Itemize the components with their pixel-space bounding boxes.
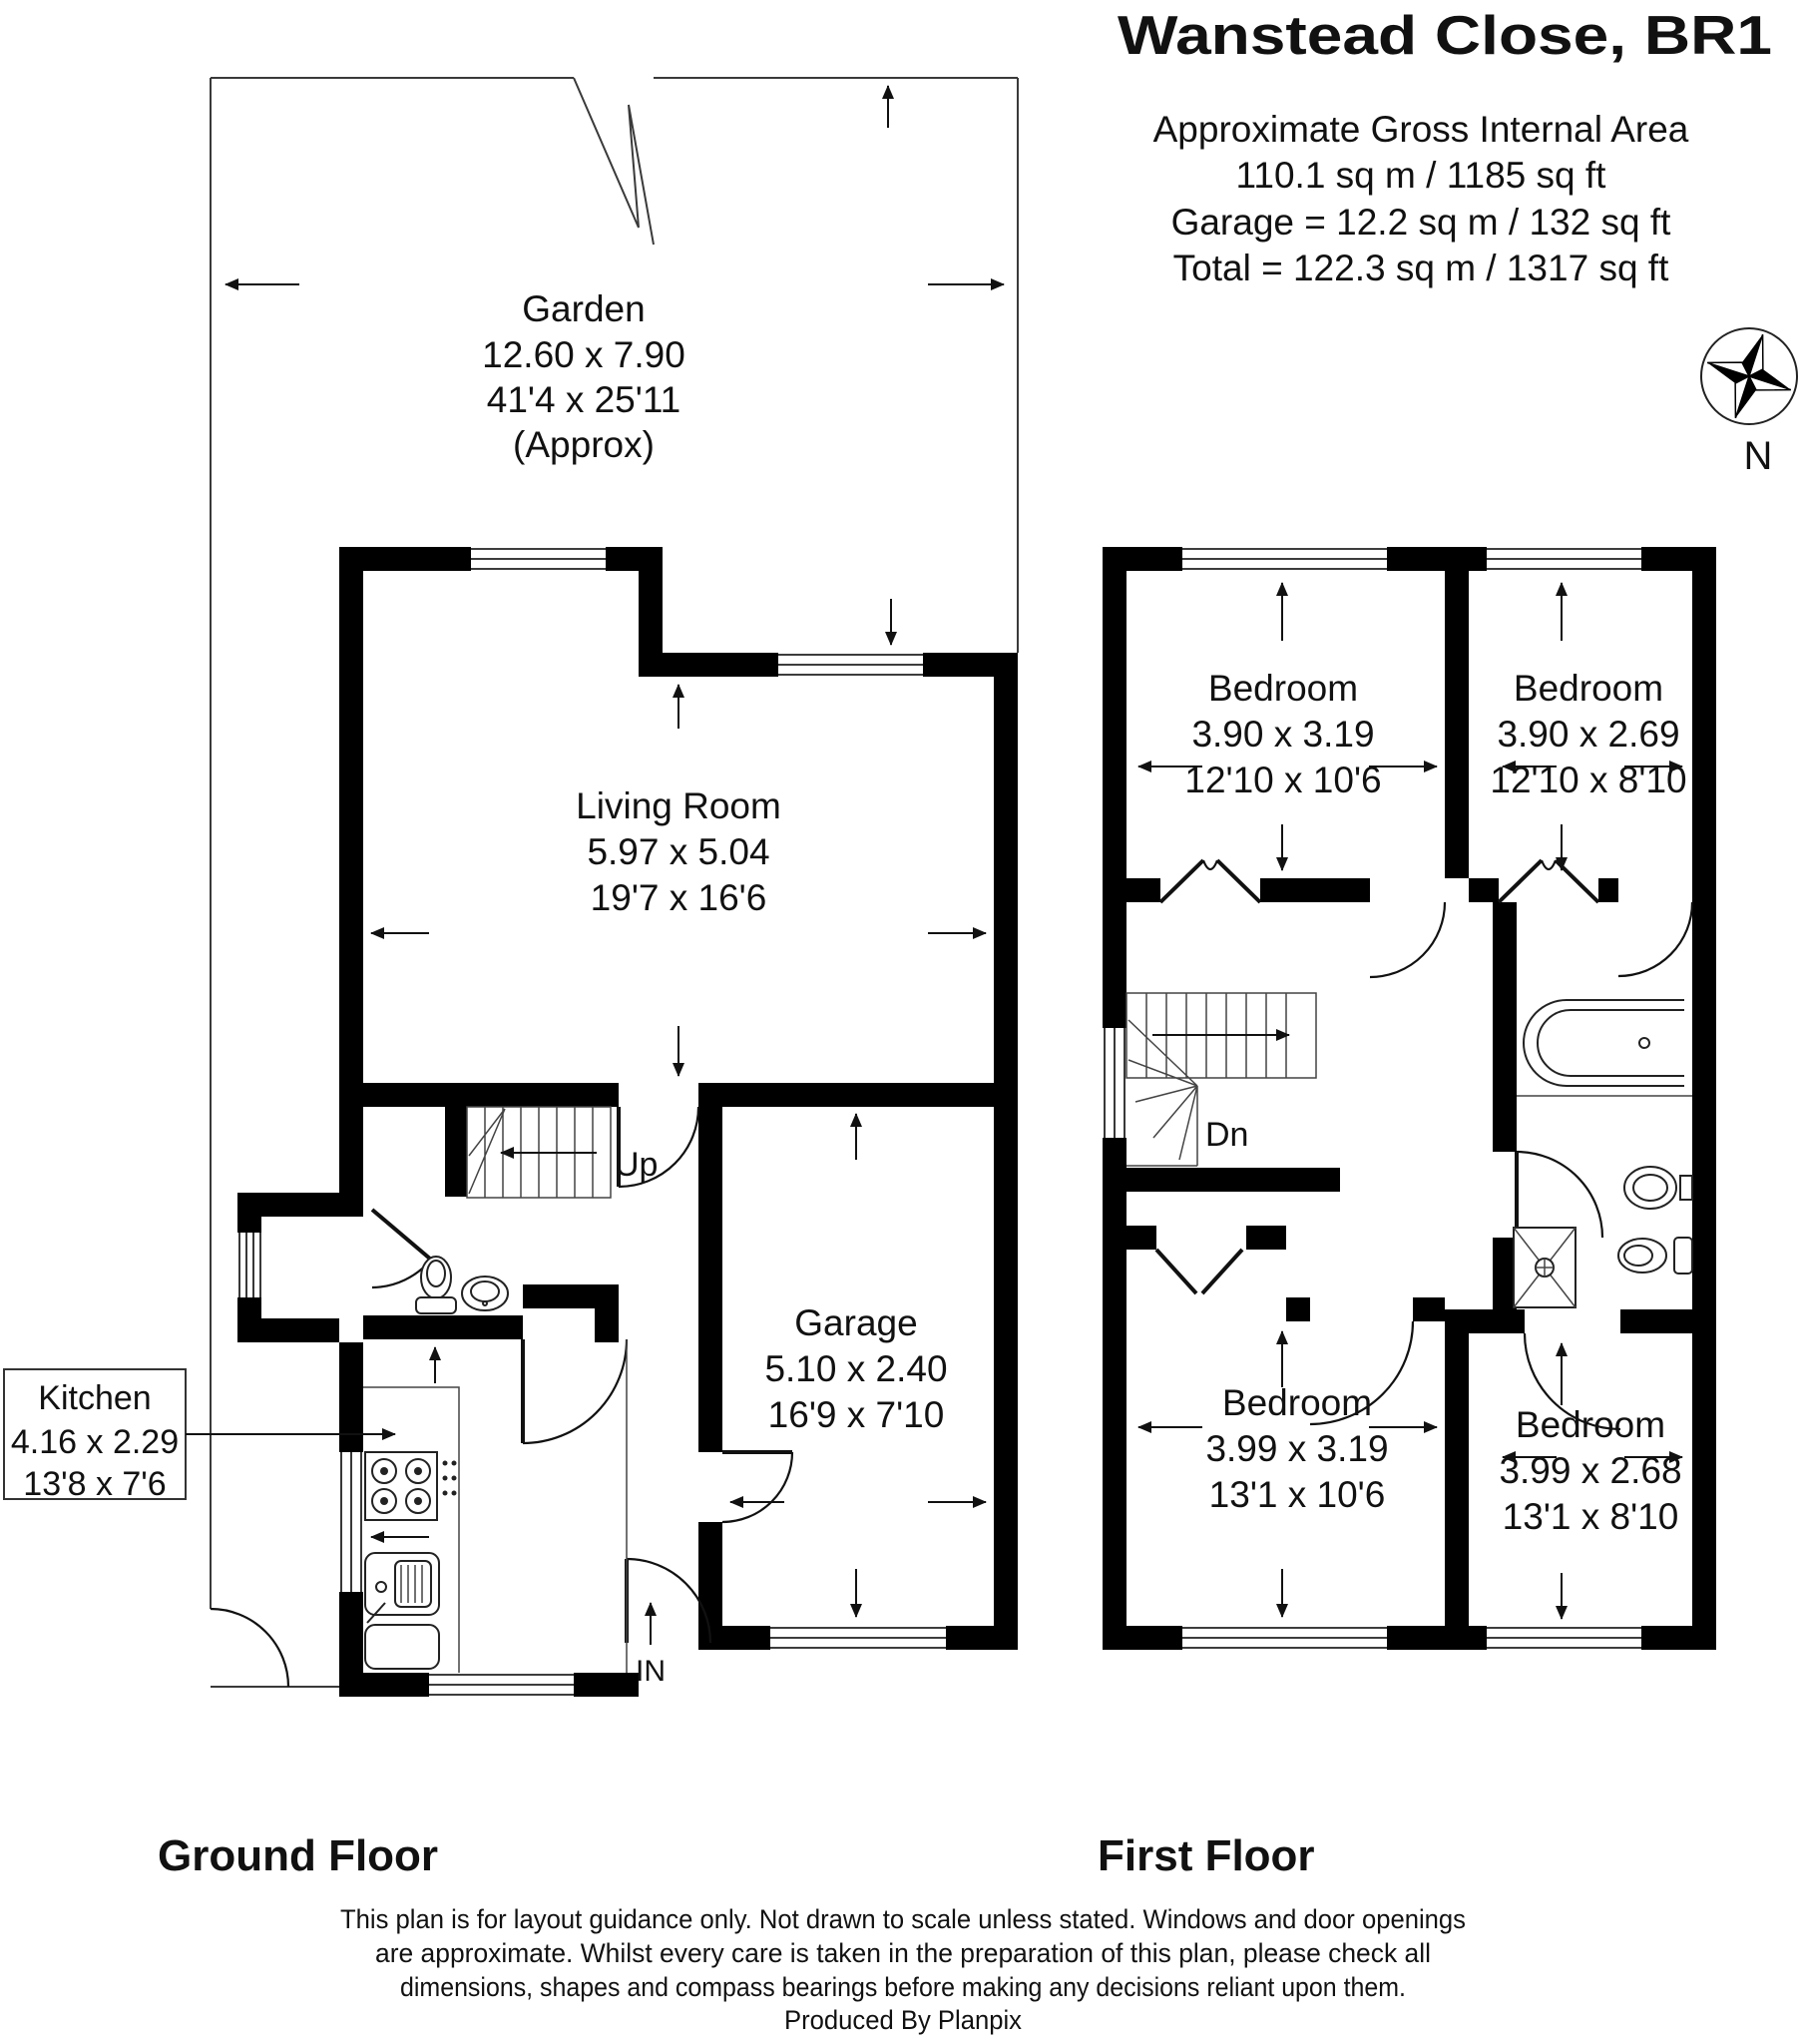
disclaimer-line: This plan is for layout guidance only. Not drawn to scale unless stated. Windows and door openings [340,1904,1466,1934]
garden-name: Garden [522,288,646,329]
fence-break-icon [574,78,654,245]
bathroom-fixtures [1514,1000,1692,1307]
ground-floor-walls [237,547,1018,1697]
kitchen-imperial: 13'8 x 7'6 [23,1465,167,1503]
page-title: Wanstead Close, BR1 [1118,4,1772,66]
toilet-icon [1618,1238,1692,1274]
garage-metric: 5.10 x 2.40 [764,1348,948,1389]
garden-gate-arc [211,1609,288,1687]
ground-floor-labels [482,288,947,1688]
stairs-down-label: Dn [1205,1116,1249,1154]
ground-floor-plan [4,78,1018,1697]
wc-fixtures [416,1257,508,1313]
area-line: Approximate Gross Internal Area [1152,109,1689,150]
bathroom-door-arc [1517,1152,1602,1238]
disclaimer-line: are approximate. Whilst every care is taken in the preparation of this plan, please check all [375,1938,1431,1968]
bedroom1-metric: 3.90 x 3.19 [1191,714,1375,755]
area-line: 110.1 sq m / 1185 sq ft [1235,155,1606,196]
hob-icon [365,1452,457,1520]
producer-credit: Produced By Planpix [784,2005,1023,2035]
bedroom4-metric: 3.99 x 2.68 [1499,1450,1682,1491]
living-room-name: Living Room [576,785,781,826]
basin-icon [462,1277,508,1310]
header [1118,4,1801,478]
bedroom4-name: Bedroom [1515,1404,1666,1445]
garden-imperial: 41'4 x 25'11 [486,379,681,420]
bedroom1-imperial: 12'10 x 10'6 [1184,760,1382,800]
kitchen-metric: 4.16 x 2.29 [10,1423,180,1461]
bedroom2-imperial: 12'10 x 8'10 [1490,760,1687,800]
area-line: Garage = 12.2 sq m / 132 sq ft [1170,202,1671,243]
garage-door-arc [722,1452,792,1522]
entrance-label: IN [636,1655,666,1688]
area-line: Total = 122.3 sq m / 1317 sq ft [1172,248,1669,288]
first-floor-labels [1184,668,1686,1537]
kitchen-fixtures [363,1339,627,1673]
bedroom2-name: Bedroom [1513,668,1664,709]
kitchen-label-box [4,1369,395,1503]
garage-name: Garage [794,1302,918,1343]
closet-doors-icon [1156,1250,1242,1293]
ground-floor-title: Ground Floor [158,1831,439,1880]
bedroom1-door-arc [1370,902,1445,977]
living-room-imperial: 19'7 x 16'6 [590,877,767,918]
bathtub-icon [1517,1000,1692,1096]
closet-doors-icon [1160,860,1260,902]
bedroom4-imperial: 13'1 x 8'10 [1502,1496,1679,1537]
stairs-up-label: Up [615,1146,659,1184]
garden-note: (Approx) [513,424,655,465]
kitchen-door-arc [523,1339,627,1443]
front-door-arc [627,1559,710,1643]
compass-icon [1694,321,1801,478]
bedroom3-name: Bedroom [1221,1382,1373,1423]
footer [158,1831,1466,2035]
bedroom3-metric: 3.99 x 3.19 [1205,1428,1389,1469]
kitchen-name: Kitchen [38,1379,152,1417]
bedroom1-name: Bedroom [1207,668,1359,709]
basin-icon [1624,1167,1692,1209]
bedroom2-door-arc [1618,902,1692,976]
sink-icon [365,1553,439,1669]
first-floor-title: First Floor [1098,1831,1315,1880]
closet-doors-icon [1499,860,1598,902]
garage-imperial: 16'9 x 7'10 [767,1394,945,1435]
living-room-metric: 5.97 x 5.04 [587,831,770,872]
compass-north-label: N [1743,434,1773,478]
bedroom2-metric: 3.90 x 2.69 [1497,714,1680,755]
shower-icon [1514,1228,1576,1307]
bedroom3-imperial: 13'1 x 10'6 [1208,1474,1386,1515]
stairs-up [467,1107,611,1198]
toilet-icon [416,1257,456,1313]
garden-metric: 12.60 x 7.90 [482,334,685,375]
disclaimer-line: dimensions, shapes and compass bearings before making any decisions reliant upon them. [400,1972,1406,2002]
first-floor-plan [1103,547,1716,1650]
